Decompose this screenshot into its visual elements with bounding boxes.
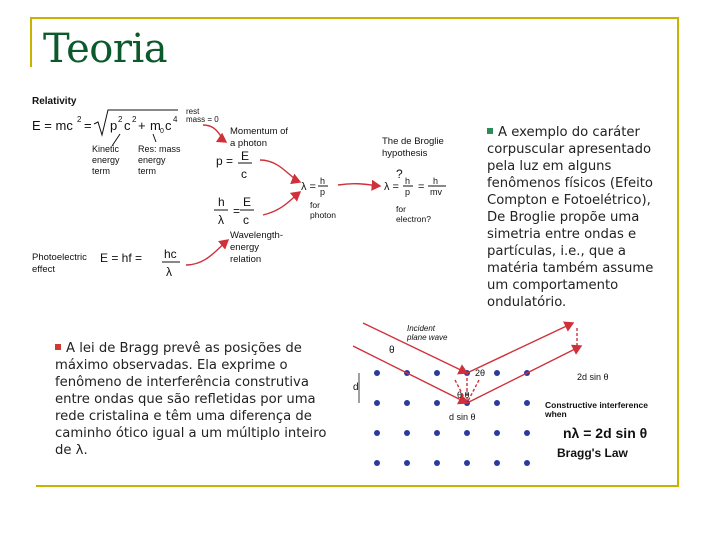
svg-text:Momentum of: Momentum of [230, 126, 289, 137]
svg-text:effect: effect [32, 264, 56, 275]
svg-text:Wavelength-: Wavelength- [230, 230, 283, 241]
svg-text:c: c [124, 118, 131, 133]
svg-text:E: E [241, 149, 250, 163]
svg-text:E: E [243, 195, 252, 209]
frame-left-line [30, 17, 32, 67]
svg-text:m: m [150, 118, 161, 133]
svg-text:λ: λ [166, 265, 172, 279]
svg-text:+: + [138, 118, 146, 133]
svg-text:2: 2 [77, 115, 82, 124]
frame-right-line [677, 17, 679, 487]
svg-text:a photon: a photon [230, 138, 267, 149]
bragg-diagram [345, 318, 675, 473]
svg-text:hypothesis: hypothesis [382, 148, 428, 159]
frame-top-line [30, 17, 678, 19]
svg-text:nλ = 2d sin θ: nλ = 2d sin θ [563, 425, 648, 441]
svg-text:λ =: λ = [301, 181, 316, 193]
svg-text:2d sin θ: 2d sin θ [577, 372, 609, 382]
svg-text:2θ: 2θ [475, 368, 486, 378]
svg-text:=: = [233, 204, 241, 218]
svg-text:electron?: electron? [396, 214, 431, 224]
svg-text:θ: θ [389, 345, 395, 356]
svg-text:c: c [243, 213, 249, 227]
svg-text:for: for [310, 200, 320, 210]
svg-text:=: = [418, 181, 425, 193]
svg-text:mass = 0: mass = 0 [186, 115, 219, 124]
svg-text:Kinetic: Kinetic [92, 144, 120, 154]
svg-text:for: for [396, 204, 406, 214]
svg-text:θ θ: θ θ [457, 390, 470, 400]
svg-text:when: when [545, 409, 567, 419]
svg-text:energy: energy [92, 155, 120, 165]
arrow-momentum-to-lambda [260, 160, 300, 182]
svg-text:p =: p = [216, 154, 234, 168]
svg-text:2: 2 [132, 115, 137, 124]
incident-ray-2 [353, 346, 467, 403]
eq-e-mc2: E = mc [32, 118, 73, 133]
bullet-marker-1 [487, 128, 493, 134]
svg-text:c: c [241, 167, 247, 181]
svg-text:h: h [218, 195, 225, 209]
svg-text:rest: rest [186, 107, 200, 116]
svg-text:energy: energy [138, 155, 166, 165]
frame-bottom-line [36, 485, 679, 487]
svg-text:λ: λ [218, 213, 224, 227]
svg-text:hc: hc [164, 247, 177, 261]
svg-text:2: 2 [118, 115, 123, 124]
bullet-de-broglie: A exemplo do caráter corpuscular apresentado pela luz em alguns fenômenos físicos (Efeito Compton e Fotoelétrico), De Broglie propõe uma simetria entre ondas e partículas, i.e., que a matéria também assume um comportamento ondulatório. [487, 125, 654, 310]
svg-text:The de Broglie: The de Broglie [382, 136, 444, 147]
arrow-photoelectric-to-wavelength [186, 240, 228, 265]
svg-text:=: = [84, 118, 92, 133]
arrow-wavelength-to-lambda [263, 192, 300, 215]
svg-text:mv: mv [430, 187, 442, 197]
svg-text:energy: energy [230, 242, 260, 253]
svg-text:h: h [320, 176, 326, 186]
svg-text:p: p [405, 187, 411, 197]
svg-text:c: c [165, 118, 172, 133]
svg-text:relation: relation [230, 254, 262, 265]
svg-text:p: p [320, 187, 326, 197]
arrow-lambda-to-debroglie [338, 184, 380, 186]
svg-text:term: term [138, 166, 156, 176]
slide-title: Teoria [43, 26, 168, 72]
svg-text:term: term [92, 166, 110, 176]
svg-text:Res: mass: Res: mass [138, 144, 181, 154]
svg-text:h: h [433, 176, 439, 186]
label-relativity: Relativity [32, 96, 77, 107]
svg-text:d sin θ: d sin θ [449, 412, 476, 422]
reflected-ray-1 [467, 323, 573, 373]
svg-text:0: 0 [160, 128, 164, 135]
arrow-rest-to-momentum [203, 125, 226, 142]
svg-text:Bragg's Law: Bragg's Law [557, 446, 628, 460]
svg-text:Constructive interference: Constructive interference [545, 400, 648, 410]
svg-text:plane wave: plane wave [407, 333, 448, 342]
svg-text:4: 4 [173, 115, 178, 124]
debroglie-diagram [28, 90, 478, 290]
svg-text:photon: photon [310, 210, 336, 220]
svg-text:d: d [353, 382, 359, 393]
svg-text:λ =: λ = [384, 181, 399, 193]
svg-text:h: h [405, 176, 411, 186]
svg-text:?: ? [396, 167, 403, 181]
bullet-marker-2 [55, 344, 61, 350]
svg-text:Incident: Incident [407, 324, 436, 333]
bullet-bragg: A lei de Bragg prevê as posições de máximo observadas. Ela exprime o fenômeno de interferência construtiva entre ondas que são refletidas por uma rede cristalina e têm uma diferença de caminho ótico igual a um múltiplo inteiro de λ. [55, 341, 327, 458]
svg-text:Photoelectric: Photoelectric [32, 252, 87, 263]
svg-text:E = hf =: E = hf = [100, 251, 143, 265]
svg-text:p: p [110, 118, 118, 133]
